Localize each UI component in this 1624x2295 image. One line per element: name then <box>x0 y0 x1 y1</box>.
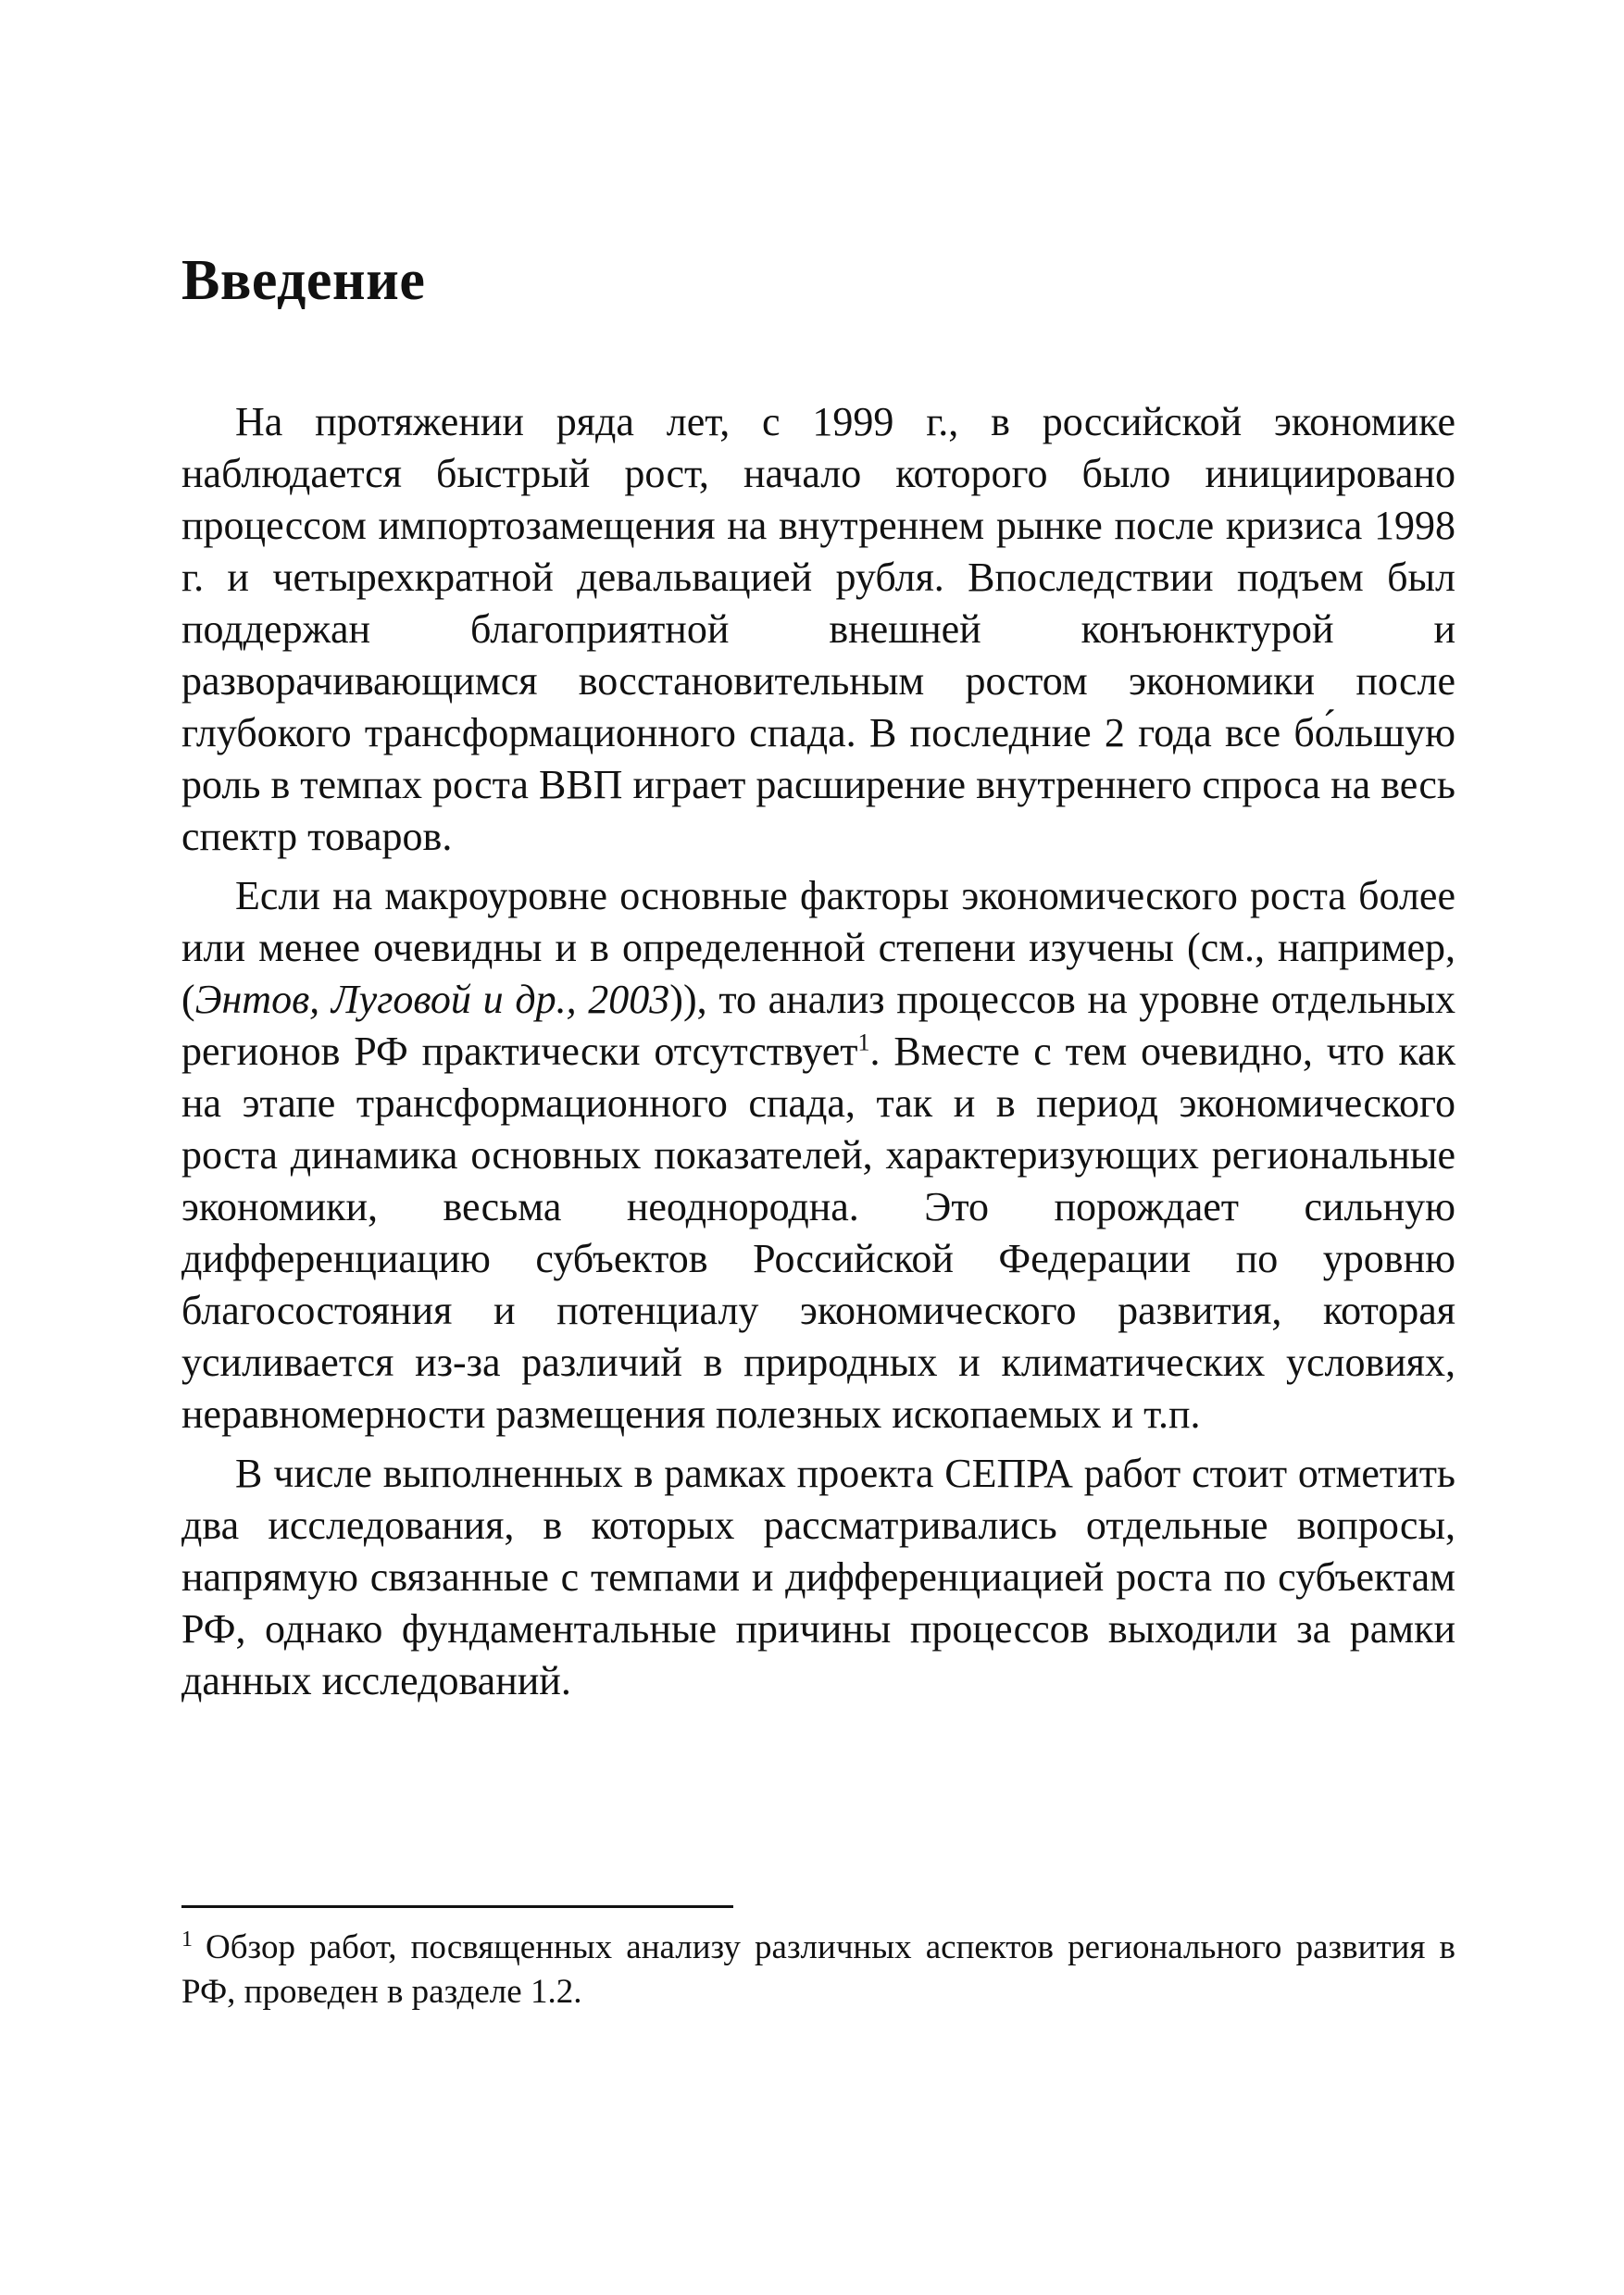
paragraph-2 <box>181 870 1455 1441</box>
paragraph-2-part-1: Если на макроуровне основные факторы экономического роста более или менее очевидны и в определенной степени изучены (см., например, ( <box>181 873 1455 1022</box>
paragraph-3: В числе выполненных в рамках проекта СЕПРА работ стоит отметить два исследования, в которых рассматривались отдельные вопросы, напрямую связанные с темпами и дифференциацией роста по субъектам РФ, однако фундаментальные причины процессов выходили за рамки данных исследований. <box>181 1451 1455 1703</box>
footnote <box>181 1926 1455 2014</box>
section-heading: Введение <box>181 249 426 312</box>
citation: Энтов, Луговой и др., 2003 <box>194 977 670 1022</box>
paragraph-1: На протяжении ряда лет, с 1999 г., в российской экономике наблюдается быстрый рост, начало которого было инициировано процессом импортозамещения на внутреннем рынке после кризиса 1998 г. и четырехкратной девальвацией рубля. Впоследствии подъем был поддержан благоприятной внешней конъюнктурой и разворачивающимся восстановительным ростом экономики после глубокого трансформационного спада. В последние 2 года все бо́льшую роль в темпах роста ВВП играет расширение внутреннего спроса на весь спектр товаров. <box>181 399 1455 859</box>
footnote-number: 1 <box>181 1927 193 1952</box>
footnote-divider <box>181 1905 733 1908</box>
paragraph-2-part-3: . Вместе с тем очевидно, что как на этапе трансформационного спада, так и в период экономического роста динамика основных показателей, характеризующих региональные экономики, весьма неоднородна. Это порождает сильную дифференциацию субъектов Российской Федерации по уровню благосостояния и потенциалу экономического развития, которая усиливается из-за различий в природных и климатических условиях, неравномерности размещения полезных ископаемых и т.п. <box>181 1029 1456 1437</box>
paragraph-2-part-2: )), то анализ процессов на уровне отдельных регионов РФ практически отсутствует <box>181 977 1455 1074</box>
document-page <box>181 0 1455 2295</box>
footnote-reference: 1 <box>857 1029 870 1056</box>
body-text <box>181 396 1455 1715</box>
footnote-text: Обзор работ, посвященных анализу различных аспектов регионального развития в РФ, проведен в разделе 1.2. <box>181 1928 1455 2011</box>
